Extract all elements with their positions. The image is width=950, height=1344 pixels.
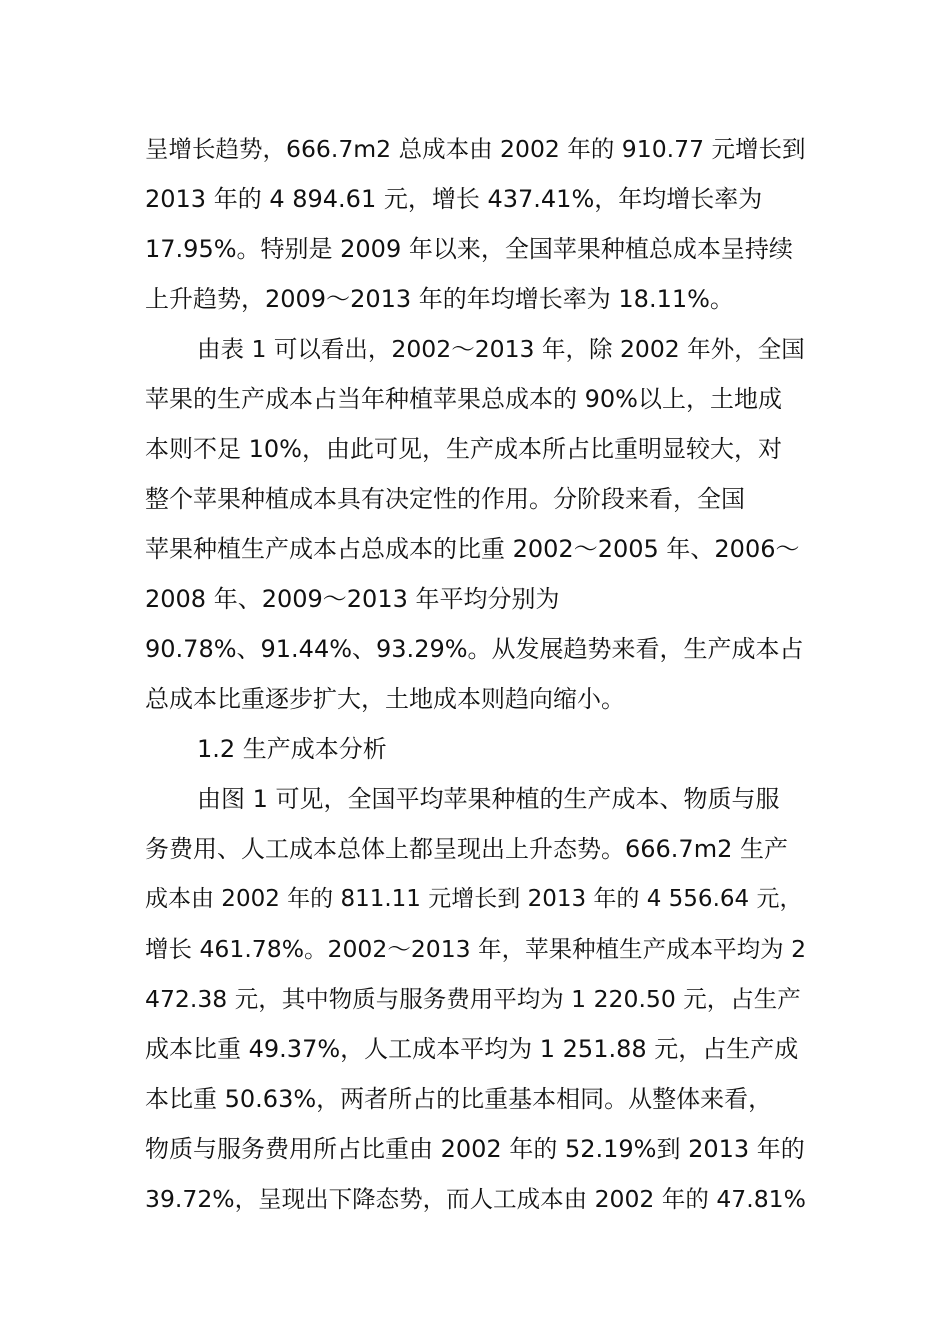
text-line: 物质与服务费用所占比重由 2002 年的 52.19%到 2013 年的 xyxy=(145,1135,805,1163)
text-line: 472.38 元，其中物质与服务费用平均为 1 220.50 元，占生产 xyxy=(145,985,801,1013)
text-line: 总成本比重逐步扩大，土地成本则趋向缩小。 xyxy=(145,685,625,713)
text-line: 增长 461.78%。2002～2013 年，苹果种植生产成本平均为 2 xyxy=(145,935,807,963)
text-line: 由图 1 可见，全国平均苹果种植的生产成本、物质与服 xyxy=(197,785,780,813)
text-line: 本则不足 10%，由此可见，生产成本所占比重明显较大，对 xyxy=(145,435,782,463)
text-line: 90.78%、91.44%、93.29%。从发展趋势来看，生产成本占 xyxy=(145,635,804,663)
section-heading: 1.2 生产成本分析 xyxy=(197,735,387,763)
text-line: 39.72%，呈现出下降态势，而人工成本由 2002 年的 47.81% xyxy=(145,1185,806,1213)
text-line: 本比重 50.63%，两者所占的比重基本相同。从整体来看， xyxy=(145,1085,773,1113)
text-line: 务费用、人工成本总体上都呈现出上升态势。666.7m2 生产 xyxy=(145,835,788,863)
text-line: 成本由 2002 年的 811.11 元增长到 2013 年的 4 556.64 元， xyxy=(145,886,803,912)
text-line: 整个苹果种植成本具有决定性的作用。分阶段来看，全国 xyxy=(145,485,745,513)
text-line: 成本比重 49.37%，人工成本平均为 1 251.88 元，占生产成 xyxy=(145,1035,799,1063)
document-body xyxy=(145,124,810,1224)
text-line: 呈增长趋势，666.7m2 总成本由 2002 年的 910.77 元增长到 xyxy=(145,135,806,163)
text-line: 2008 年、2009～2013 年平均分别为 xyxy=(145,585,560,613)
text-line: 由表 1 可以看出，2002～2013 年，除 2002 年外，全国 xyxy=(197,335,805,363)
text-line: 苹果的生产成本占当年种植苹果总成本的 90%以上，土地成 xyxy=(145,385,782,413)
text-line: 17.95%。特别是 2009 年以来，全国苹果种植总成本呈持续 xyxy=(145,235,793,263)
text-line: 2013 年的 4 894.61 元，增长 437.41%，年均增长率为 xyxy=(145,185,763,213)
text-line: 苹果种植生产成本占总成本的比重 2002～2005 年、2006～ xyxy=(145,535,800,563)
text-line: 上升趋势，2009～2013 年的年均增长率为 18.11%。 xyxy=(145,285,734,313)
